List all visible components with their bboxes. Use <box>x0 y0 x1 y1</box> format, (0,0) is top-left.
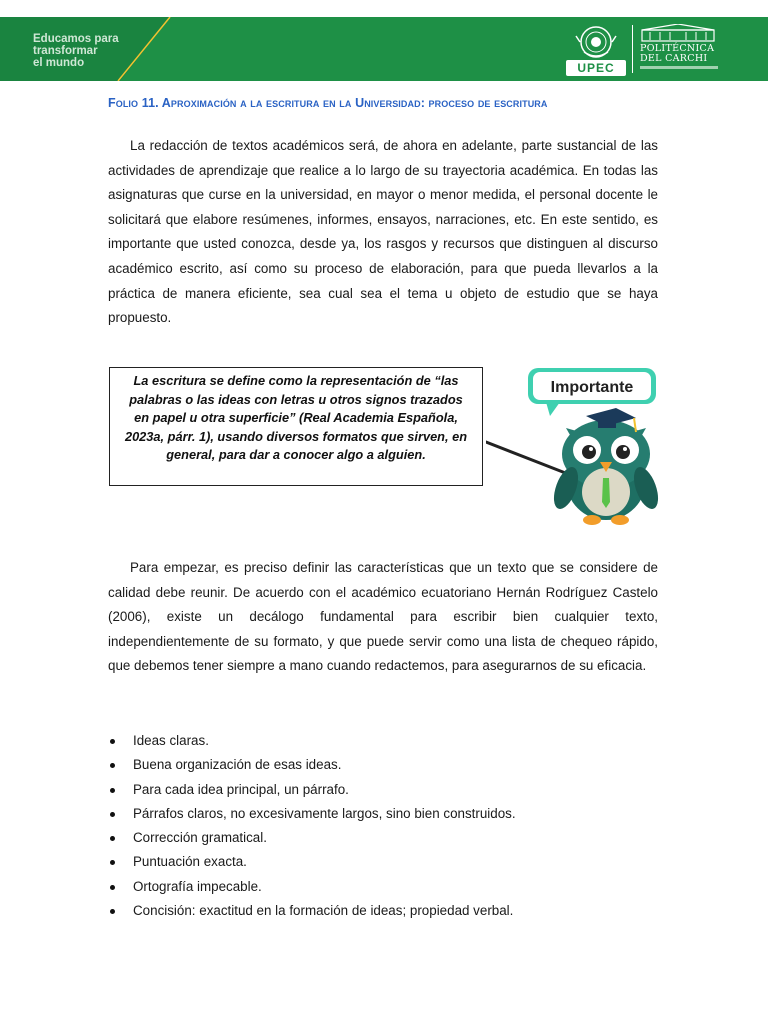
list-item-text: Ortografía impecable. <box>133 878 262 894</box>
institution-name-line: DEL CARCHI <box>640 53 708 64</box>
logo-divider <box>632 25 633 73</box>
bullet-icon <box>110 788 115 793</box>
header-banner <box>0 17 768 81</box>
list-item-text: Para cada idea principal, un párrafo. <box>133 781 349 797</box>
institution-name <box>640 44 714 64</box>
institution-name-line: POLITÉCNICA <box>640 43 715 54</box>
list-item <box>108 729 668 753</box>
list-item-text: Buena organización de esas ideas. <box>133 757 342 773</box>
list-item <box>108 875 668 899</box>
building-icon <box>640 24 716 42</box>
bullet-icon <box>110 812 115 817</box>
institution-logo <box>640 24 720 76</box>
list-item <box>108 826 668 850</box>
list-item-text: Corrección gramatical. <box>133 830 267 846</box>
list-item-text: Párrafos claros, no excesivamente largos, sino bien construidos. <box>133 805 516 821</box>
list-item-text: Puntuación exacta. <box>133 854 247 870</box>
list-item <box>108 778 668 802</box>
list-item-text: Ideas claras. <box>133 733 209 748</box>
decalogue-intro-paragraph: Para empezar, es preciso definir las características que un texto que se considere de calidad debe reunir. De acuerdo con el académico ecuatoriano Hernán Rodríguez Castelo (2006), existe un decálogo fundamental para escribir bien cualquier texto, independientemente de su formato, y que puede servir como una lista de chequeo rápido, que debemos tener siempre a mano cuando redactemos, para asegurarnos de su eficacia. <box>108 560 658 674</box>
quality-checklist <box>108 729 668 923</box>
upec-emblem-icon <box>566 22 628 62</box>
bullet-icon <box>110 763 115 768</box>
section-title: Folio 11. Aproximación a la escritura en la Universidad: proceso de escritura <box>108 96 548 110</box>
slogan-line: el mundo <box>33 57 85 69</box>
slogan <box>33 33 153 69</box>
institution-tagline-bar <box>640 66 718 69</box>
upec-wordmark: UPEC <box>566 60 626 76</box>
slogan-line: Educamos para <box>33 33 119 45</box>
bullet-icon <box>110 885 115 890</box>
slogan-line: transformar <box>33 45 98 57</box>
bullet-icon <box>110 909 115 914</box>
list-item <box>108 899 668 923</box>
upec-logo <box>566 22 628 76</box>
intro-paragraph: La redacción de textos académicos será, de ahora en adelante, parte sustancial de las actividades de aprendizaje que realice a lo largo de su trayectoria académica. En todas las asignaturas que curse en la universidad, en mayor o menor medida, el personal docente le solicitará que elabore resúmenes, informes, ensayos, narraciones, etc. En este sentido, es importante que usted conozca, desde ya, los rasgos y recursos que distinguen al discurso académico escrito, así como su proceso de elaboración, para que pueda llevarlos a la práctica de manera eficiente, sea cual sea el tema u objeto de estudio que se haya propuesto. <box>108 138 658 326</box>
definition-callout: La escritura se define como la representación de “las palabras o las ideas con letras u otros signos trazados en papel u otra superficie” (Real Academia Española, 2023a, párr. 1), usando diversos formatos que sirven, en general, para dar a conocer algo a alguien. <box>109 367 483 486</box>
bullet-icon <box>110 860 115 865</box>
list-item <box>108 850 668 874</box>
list-item <box>108 802 668 826</box>
bullet-icon <box>110 836 115 841</box>
bullet-icon <box>110 739 115 744</box>
important-sign-label: Importante <box>550 379 634 396</box>
owl-mascot-icon <box>486 362 666 530</box>
list-item <box>108 753 668 777</box>
list-item-text: Concisión: exactitud en la formación de ideas; propiedad verbal. <box>133 903 514 919</box>
